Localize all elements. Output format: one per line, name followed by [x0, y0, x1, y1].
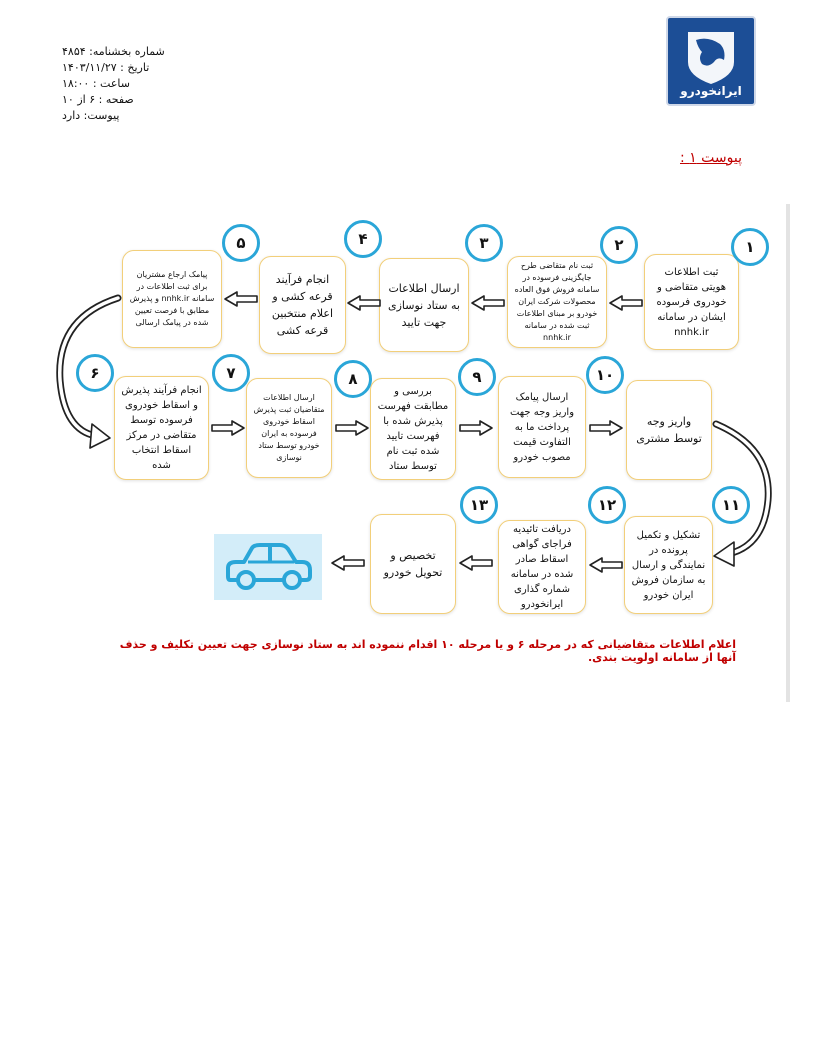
arrow-7-8	[336, 421, 368, 435]
arrow-11-12	[590, 558, 622, 572]
arrow-12-13	[460, 556, 492, 570]
page-indicator: صفحه : ۶ از ۱۰	[62, 93, 134, 106]
step-8-badge: ۸	[334, 360, 372, 398]
step-4-badge: ۴	[344, 220, 382, 258]
arrow-6-7	[212, 421, 244, 435]
step-13-badge: ۱۳	[460, 486, 498, 524]
step-9-box: ارسال پیامک واریز وجه جهت پرداخت ما به التفاوت قیمت مصوب خودرو	[498, 376, 586, 478]
letter-date: تاریخ : ۱۴۰۳/۱۱/۲۷	[62, 61, 150, 74]
step-11-badge: ۱۱	[712, 486, 750, 524]
step-12-badge: ۱۲	[588, 486, 626, 524]
step-2-box: ثبت نام متقاضی طرح جایگزینی فرسوده در سامانه فروش فوق العاده محصولات شرکت ایران خودرو بر مبنای اطلاعات ثبت شده در سامانه nnhk.ir	[507, 256, 607, 348]
arrow-8-9	[460, 421, 492, 435]
step-11-box: تشکیل و تکمیل پرونده در نمایندگی و ارسال به سازمان فروش ایران خودرو	[624, 516, 713, 614]
arrow-4-5	[225, 292, 257, 306]
step-3-badge: ۳	[465, 224, 503, 262]
arrow-3-4	[348, 296, 380, 310]
letter-time: ساعت : ۱۸:۰۰	[62, 77, 130, 90]
step-8-box: بررسی و مطابقت فهرست پذیرش شده با فهرست تایید شده ثبت نام توسط ستاد	[370, 378, 456, 480]
step-9-badge: ۹	[458, 358, 496, 396]
logo-text: ایرانخودرو	[680, 84, 742, 98]
arrow-2-3	[472, 296, 504, 310]
arrow-13-car	[332, 556, 364, 570]
step-3-box: ارسال اطلاعات به ستاد نوسازی جهت تایید	[379, 258, 469, 352]
letter-number: شماره بخشنامه: ۴۸۵۴	[62, 45, 165, 58]
step-5-box: پیامک ارجاع مشتریان برای ثبت اطلاعات در سامانه nnhk.ir و پذیرش مطابق با فرصت تعیین شده در پیامک ارسالی	[122, 250, 222, 348]
attachment-indicator: پیوست: دارد	[62, 109, 120, 122]
step-7-badge: ۷	[212, 354, 250, 392]
step-4-box: انجام فرآیند قرعه کشی و اعلام منتخبین قرعه کشی	[259, 256, 346, 354]
step-12-box: دریافت تائیدیه فراجای گواهی اسقاط صادر شده در سامانه شماره گذاری ایرانخودرو	[498, 520, 586, 614]
step-6-box: انجام فرآیند پذیرش و اسقاط خودروی فرسوده توسط متقاضی در مرکز اسقاط انتخاب شده	[114, 376, 209, 480]
step-6-badge: ۶	[76, 354, 114, 392]
step-13-box: تخصیص و تحویل خودرو	[370, 514, 456, 614]
attachment-title: پیوست ۱ :	[680, 150, 742, 166]
arrow-9-10	[590, 421, 622, 435]
arrow-1-2	[610, 296, 642, 310]
step-2-badge: ۲	[600, 226, 638, 264]
step-7-box: ارسال اطلاعات متقاضیان ثبت پذیرش اسقاط خودروی فرسوده به ایران خودرو توسط ستاد نوسازی	[246, 378, 332, 478]
footnote: اعلام اطلاعات متقاضیانی که در مرحله ۶ و یا مرحله ۱۰ اقدام ننموده اند به ستاد نوسازی جهت تعیین تکلیف و حذف آنها از سامانه اولویت بندی.	[119, 638, 736, 664]
step-1-box: ثبت اطلاعات هویتی متقاضی و خودروی فرسوده ایشان در سامانه nnhk.ir	[644, 254, 739, 350]
step-1-badge: ۱	[731, 228, 769, 266]
step-5-badge: ۵	[222, 224, 260, 262]
step-10-badge: ۱۰	[586, 356, 624, 394]
step-10-box: واریز وجه توسط مشتری	[626, 380, 712, 480]
